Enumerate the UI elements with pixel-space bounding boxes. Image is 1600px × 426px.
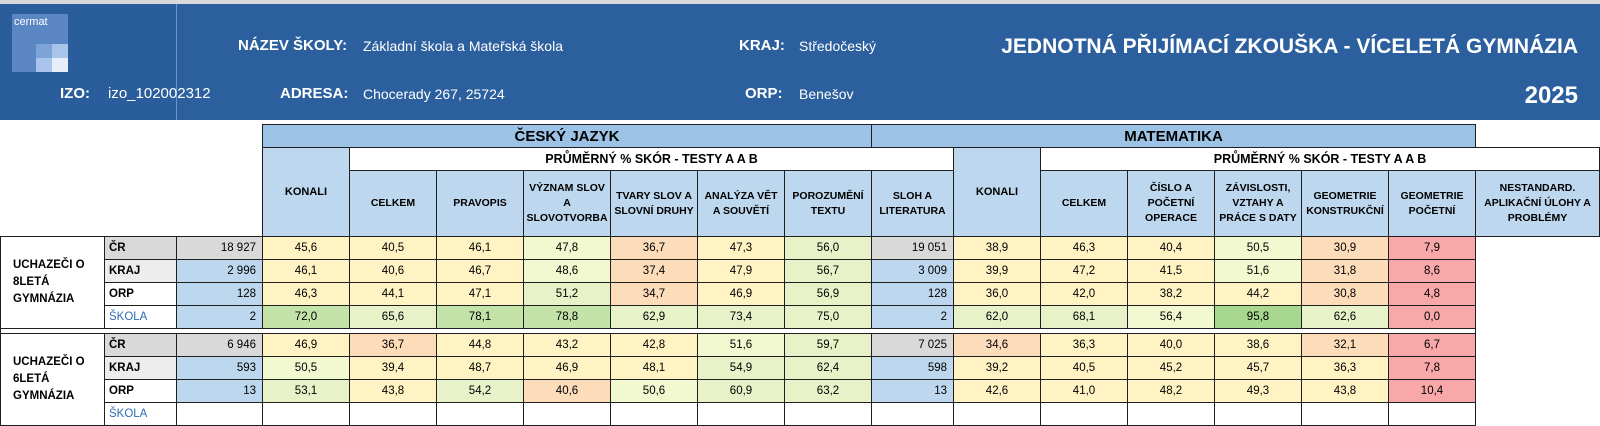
- score-cell-cz: 48,6: [524, 260, 611, 283]
- konali-ma-value: 13: [872, 380, 954, 403]
- column-header-ma: ZÁVISLOSTI, VZTAHY A PRÁCE S DATY: [1215, 171, 1302, 237]
- address-value: Chocerady 267, 25724: [363, 86, 505, 102]
- score-cell-ma: 36,3: [1041, 334, 1128, 357]
- score-cell-ma: 48,2: [1128, 380, 1215, 403]
- score-cell-cz: 46,9: [524, 357, 611, 380]
- group-label: UCHAZEČI O 8LETÁ GYMNÁZIA: [1, 237, 105, 329]
- score-cell-cz: 40,6: [350, 260, 437, 283]
- address-label: ADRESA:: [280, 85, 349, 102]
- score-cell-cz: 40,5: [350, 237, 437, 260]
- score-cell-cz: 56,9: [785, 283, 872, 306]
- table-row: [1, 403, 1600, 426]
- score-cell-cz: 75,0: [785, 306, 872, 329]
- column-header-cz: TVARY SLOV A SLOVNÍ DRUHY: [611, 171, 698, 237]
- score-cell-ma: 39,9: [954, 260, 1041, 283]
- score-cell-ma: 45,2: [1128, 357, 1215, 380]
- score-cell-cz: 47,1: [437, 283, 524, 306]
- table-row: [1, 237, 1600, 260]
- column-header-ma: GEOMETRIE KONSTRUKČNÍ: [1302, 171, 1389, 237]
- score-cell-ma: 36,3: [1302, 357, 1389, 380]
- score-cell-ma: [954, 403, 1041, 426]
- score-cell-cz: 53,1: [263, 380, 350, 403]
- konali-ma-value: [872, 403, 954, 426]
- score-cell-ma: [1302, 403, 1389, 426]
- section-header-cz: ČESKÝ JAZYK: [263, 125, 872, 148]
- score-cell-cz: [611, 403, 698, 426]
- score-cell-cz: 60,9: [698, 380, 785, 403]
- score-cell-cz: 73,4: [698, 306, 785, 329]
- konali-cz-value: 128: [177, 283, 263, 306]
- results-table: [0, 124, 1600, 426]
- score-cell-ma: 50,5: [1215, 237, 1302, 260]
- konali-ma-value: 128: [872, 283, 954, 306]
- score-cell-ma: 31,8: [1302, 260, 1389, 283]
- score-cell-cz: 34,7: [611, 283, 698, 306]
- orp-label: ORP:: [745, 85, 783, 102]
- score-cell-ma: 41,0: [1041, 380, 1128, 403]
- section-header-ma: MATEMATIKA: [872, 125, 1476, 148]
- score-cell-ma: 38,2: [1128, 283, 1215, 306]
- score-cell-cz: 36,7: [350, 334, 437, 357]
- score-cell-ma: 7,8: [1389, 357, 1476, 380]
- score-cell-cz: 39,4: [350, 357, 437, 380]
- group-label: UCHAZEČI O 6LETÁ GYMNÁZIA: [1, 334, 105, 426]
- konali-header-cz: KONALI: [263, 148, 350, 237]
- score-cell-cz: 46,1: [263, 260, 350, 283]
- score-cell-cz: 78,1: [437, 306, 524, 329]
- score-cell-ma: 49,3: [1215, 380, 1302, 403]
- score-cell-ma: 38,9: [954, 237, 1041, 260]
- score-cell-cz: 56,7: [785, 260, 872, 283]
- score-cell-cz: 78,8: [524, 306, 611, 329]
- izo-value: izo_102002312: [108, 85, 211, 102]
- score-cell-cz: 37,4: [611, 260, 698, 283]
- score-cell-cz: 48,7: [437, 357, 524, 380]
- score-cell-ma: 40,0: [1128, 334, 1215, 357]
- level-label: ORP: [105, 380, 177, 403]
- logo-area: [0, 4, 177, 120]
- score-cell-cz: 47,9: [698, 260, 785, 283]
- score-cell-cz: 56,0: [785, 237, 872, 260]
- level-label: ŠKOLA: [105, 403, 177, 426]
- score-cell-ma: 42,0: [1041, 283, 1128, 306]
- konali-cz-value: 6 946: [177, 334, 263, 357]
- column-header-ma: NESTANDARD. APLIKAČNÍ ÚLOHY A PROBLÉMY: [1476, 171, 1600, 237]
- score-cell-cz: 51,6: [698, 334, 785, 357]
- score-cell-cz: 46,3: [263, 283, 350, 306]
- column-header-cz: SLOH A LITERATURA: [872, 171, 954, 237]
- score-cell-cz: 46,9: [263, 334, 350, 357]
- score-cell-ma: 39,2: [954, 357, 1041, 380]
- score-cell-ma: 40,5: [1041, 357, 1128, 380]
- score-cell-ma: 43,8: [1302, 380, 1389, 403]
- table-row: [1, 380, 1600, 403]
- score-cell-cz: [350, 403, 437, 426]
- level-label: KRAJ: [105, 260, 177, 283]
- score-cell-cz: 63,2: [785, 380, 872, 403]
- table-row: [1, 283, 1600, 306]
- score-cell-cz: 43,2: [524, 334, 611, 357]
- konali-cz-value: 2 996: [177, 260, 263, 283]
- score-cell-cz: [263, 403, 350, 426]
- score-cell-cz: [698, 403, 785, 426]
- score-cell-cz: 65,6: [350, 306, 437, 329]
- corner-blank: [1, 125, 263, 237]
- school-name-label: NÁZEV ŠKOLY:: [238, 37, 348, 54]
- score-cell-ma: 46,3: [1041, 237, 1128, 260]
- score-cell-cz: 72,0: [263, 306, 350, 329]
- score-cell-cz: 54,2: [437, 380, 524, 403]
- konali-cz-value: 18 927: [177, 237, 263, 260]
- subheader-ma: PRŮMĚRNÝ % SKÓR - TESTY A A B: [1041, 148, 1600, 171]
- konali-cz-value: 13: [177, 380, 263, 403]
- table-row: [1, 306, 1600, 329]
- score-cell-cz: 43,8: [350, 380, 437, 403]
- score-cell-ma: 47,2: [1041, 260, 1128, 283]
- subheader-cz: PRŮMĚRNÝ % SKÓR - TESTY A A B: [350, 148, 954, 171]
- score-cell-ma: 30,8: [1302, 283, 1389, 306]
- level-label: ORP: [105, 283, 177, 306]
- score-cell-cz: 50,5: [263, 357, 350, 380]
- score-cell-ma: 62,6: [1302, 306, 1389, 329]
- table-row: [1, 357, 1600, 380]
- level-label: ŠKOLA: [105, 306, 177, 329]
- score-cell-ma: 44,2: [1215, 283, 1302, 306]
- score-cell-cz: [437, 403, 524, 426]
- level-label: ČR: [105, 237, 177, 260]
- page-title: JEDNOTNÁ PŘIJÍMACÍ ZKOUŠKA - VÍCELETÁ GYMNÁZIA: [1001, 35, 1578, 58]
- score-cell-ma: 30,9: [1302, 237, 1389, 260]
- konali-ma-value: 598: [872, 357, 954, 380]
- score-cell-cz: 46,7: [437, 260, 524, 283]
- exam-year: 2025: [1524, 82, 1578, 109]
- level-label: KRAJ: [105, 357, 177, 380]
- score-cell-ma: 40,4: [1128, 237, 1215, 260]
- konali-cz-value: 2: [177, 306, 263, 329]
- column-header-cz: VÝZNAM SLOV A SLOVOTVORBA: [524, 171, 611, 237]
- column-header-cz: POROZUMĚNÍ TEXTU: [785, 171, 872, 237]
- score-cell-ma: [1389, 403, 1476, 426]
- level-label: ČR: [105, 334, 177, 357]
- konali-ma-value: 2: [872, 306, 954, 329]
- score-cell-ma: 38,6: [1215, 334, 1302, 357]
- header-banner: [0, 4, 1600, 120]
- score-cell-cz: 46,1: [437, 237, 524, 260]
- score-cell-ma: 10,4: [1389, 380, 1476, 403]
- orp-value: Benešov: [799, 86, 854, 102]
- score-cell-ma: 4,8: [1389, 283, 1476, 306]
- konali-ma-value: 7 025: [872, 334, 954, 357]
- score-cell-cz: 48,1: [611, 357, 698, 380]
- column-header-ma: GEOMETRIE POČETNÍ: [1389, 171, 1476, 237]
- score-cell-ma: 6,7: [1389, 334, 1476, 357]
- score-cell-ma: [1041, 403, 1128, 426]
- score-cell-ma: 7,9: [1389, 237, 1476, 260]
- score-cell-cz: 45,6: [263, 237, 350, 260]
- score-cell-cz: [524, 403, 611, 426]
- score-cell-cz: 42,8: [611, 334, 698, 357]
- score-cell-cz: 51,2: [524, 283, 611, 306]
- score-cell-ma: 62,0: [954, 306, 1041, 329]
- score-cell-ma: 56,4: [1128, 306, 1215, 329]
- konali-header-ma: KONALI: [954, 148, 1041, 237]
- konali-ma-value: 19 051: [872, 237, 954, 260]
- konali-cz-value: 593: [177, 357, 263, 380]
- score-cell-cz: 59,7: [785, 334, 872, 357]
- score-cell-ma: 41,5: [1128, 260, 1215, 283]
- school-name-value: Základní škola a Mateřská škola: [363, 38, 563, 54]
- column-header-ma: ČÍSLO A POČETNÍ OPERACE: [1128, 171, 1215, 237]
- cermat-logo: [12, 14, 68, 72]
- score-cell-cz: 62,9: [611, 306, 698, 329]
- region-label: KRAJ:: [739, 37, 785, 54]
- score-cell-cz: 44,1: [350, 283, 437, 306]
- score-cell-cz: [785, 403, 872, 426]
- score-cell-ma: 51,6: [1215, 260, 1302, 283]
- score-cell-cz: 50,6: [611, 380, 698, 403]
- konali-ma-value: 3 009: [872, 260, 954, 283]
- score-cell-ma: 45,7: [1215, 357, 1302, 380]
- score-cell-cz: 40,6: [524, 380, 611, 403]
- score-cell-ma: 42,6: [954, 380, 1041, 403]
- score-cell-cz: 47,8: [524, 237, 611, 260]
- score-cell-ma: 95,8: [1215, 306, 1302, 329]
- score-cell-ma: [1215, 403, 1302, 426]
- column-header-cz: CELKEM: [350, 171, 437, 237]
- score-cell-cz: 54,9: [698, 357, 785, 380]
- table-row: [1, 334, 1600, 357]
- table-row: [1, 260, 1600, 283]
- column-header-cz: PRAVOPIS: [437, 171, 524, 237]
- region-value: Středočeský: [799, 38, 877, 54]
- score-cell-ma: 32,1: [1302, 334, 1389, 357]
- score-cell-cz: 47,3: [698, 237, 785, 260]
- score-cell-ma: 36,0: [954, 283, 1041, 306]
- score-cell-cz: 44,8: [437, 334, 524, 357]
- score-cell-cz: 62,4: [785, 357, 872, 380]
- score-cell-cz: 36,7: [611, 237, 698, 260]
- column-header-cz: ANALÝZA VĚT A SOUVĚTÍ: [698, 171, 785, 237]
- score-cell-ma: 34,6: [954, 334, 1041, 357]
- score-cell-ma: [1128, 403, 1215, 426]
- logo-text: cermat: [14, 16, 48, 28]
- score-cell-ma: 8,6: [1389, 260, 1476, 283]
- score-cell-ma: 0,0: [1389, 306, 1476, 329]
- score-cell-ma: 68,1: [1041, 306, 1128, 329]
- konali-cz-value: [177, 403, 263, 426]
- column-header-ma: CELKEM: [1041, 171, 1128, 237]
- score-cell-cz: 46,9: [698, 283, 785, 306]
- izo-label: IZO:: [60, 85, 90, 102]
